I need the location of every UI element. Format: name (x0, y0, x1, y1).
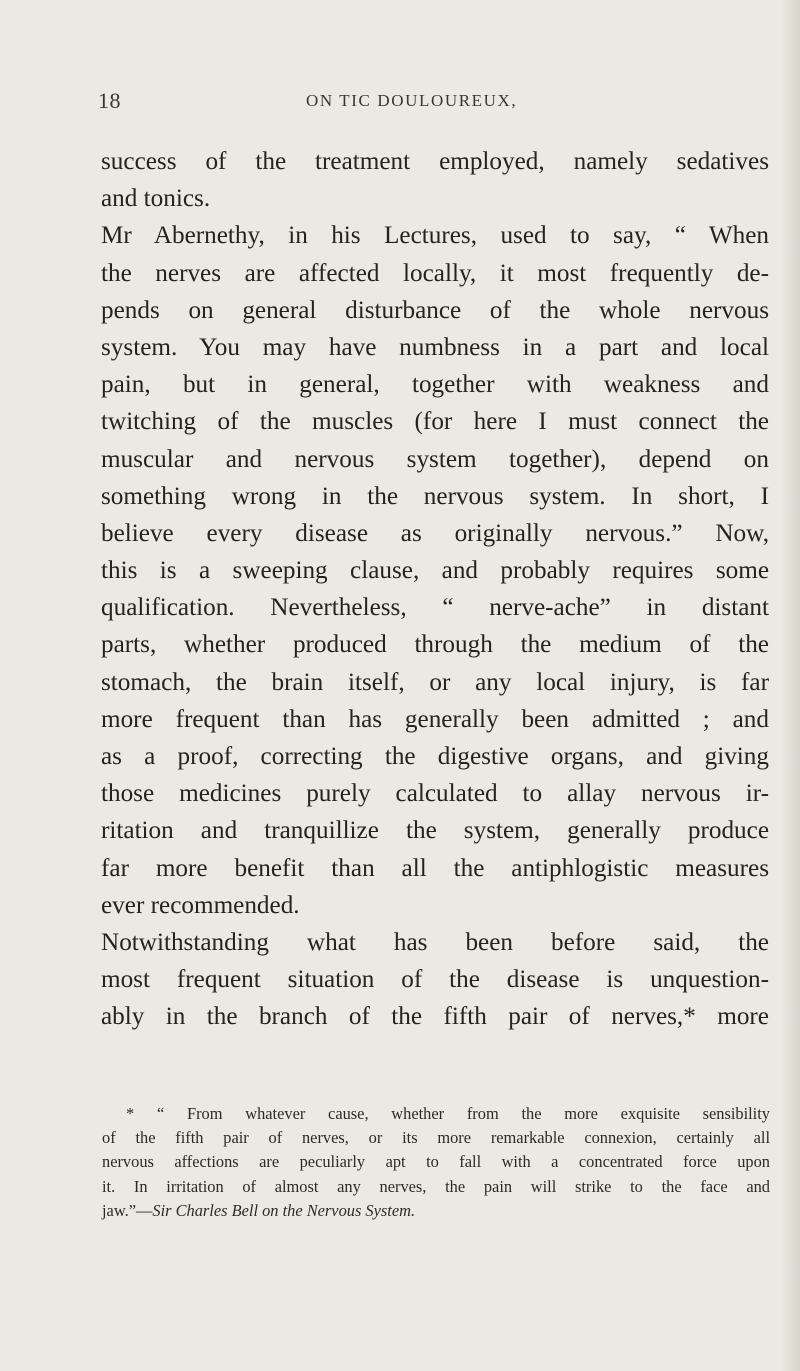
body-line: believe every disease as originally nervous.” Now, (101, 519, 769, 547)
body-line: something wrong in the nervous system. In short, I (101, 482, 769, 510)
body-line: pends on general disturbance of the whole nervous (101, 296, 769, 324)
body-line: muscular and nervous system together), depend on (101, 445, 769, 473)
body-line: most frequent situation of the disease is unquestion- (101, 966, 769, 994)
footnote-line: nervous affections are peculiarly apt to fall with a concentrated force upon (102, 1152, 770, 1172)
body-line: more frequent than has generally been admitted ; and (101, 705, 769, 733)
body-line: stomach, the brain itself, or any local injury, is far (101, 668, 769, 696)
body-line: success of the treatment employed, namely sedatives (101, 148, 769, 175)
page-number: 18 (98, 88, 121, 113)
footnote-line-prefix: jaw.”— (102, 1200, 153, 1220)
body-line: system. You may have numbness in a part and local (101, 333, 769, 361)
footnote-line: it. In irritation of almost any nerves, the pain will strike to the face and (102, 1176, 770, 1196)
body-line: Mr Abernethy, in his Lectures, used to say, “ When (101, 222, 769, 250)
body-line: and tonics. (101, 185, 211, 213)
running-title: ON TIC DOULOUREUX, (306, 91, 518, 110)
footnote (102, 1102, 770, 1223)
running-head (98, 88, 758, 118)
page-edge-shadow (782, 0, 800, 1371)
body-line: ever recommended. (101, 891, 300, 919)
body-line: this is a sweeping clause, and probably requires some (101, 557, 769, 585)
body-line: parts, whether produced through the medium of the (101, 631, 769, 659)
footnote-attribution: Sir Charles Bell on the Nervous System. (152, 1200, 416, 1220)
body-text (101, 143, 769, 1036)
body-line: those medicines purely calculated to allay nervous ir- (101, 780, 769, 808)
body-line: twitching of the muscles (for here I must connect the (101, 408, 769, 436)
footnote-last-line (102, 1199, 770, 1223)
footnote-line: of the fifth pair of nerves, or its more remarkable connexion, certainly all (102, 1128, 770, 1148)
footnote-line: * “ From whatever cause, whether from the more exquisite sensibility (126, 1104, 770, 1123)
body-line: far more benefit than all the antiphlogistic measures (101, 854, 769, 882)
body-line: Notwithstanding what has been before said, the (101, 928, 769, 956)
body-line: pain, but in general, together with weakness and (101, 371, 769, 399)
body-line: the nerves are affected locally, it most frequently de- (101, 259, 769, 287)
body-line: qualification. Nevertheless, “ nerve-ache” in distant (101, 594, 769, 622)
body-line: ably in the branch of the fifth pair of nerves,* more (101, 1003, 769, 1031)
body-line: as a proof, correcting the digestive organs, and giving (101, 743, 769, 770)
body-line: ritation and tranquillize the system, generally produce (101, 817, 769, 845)
